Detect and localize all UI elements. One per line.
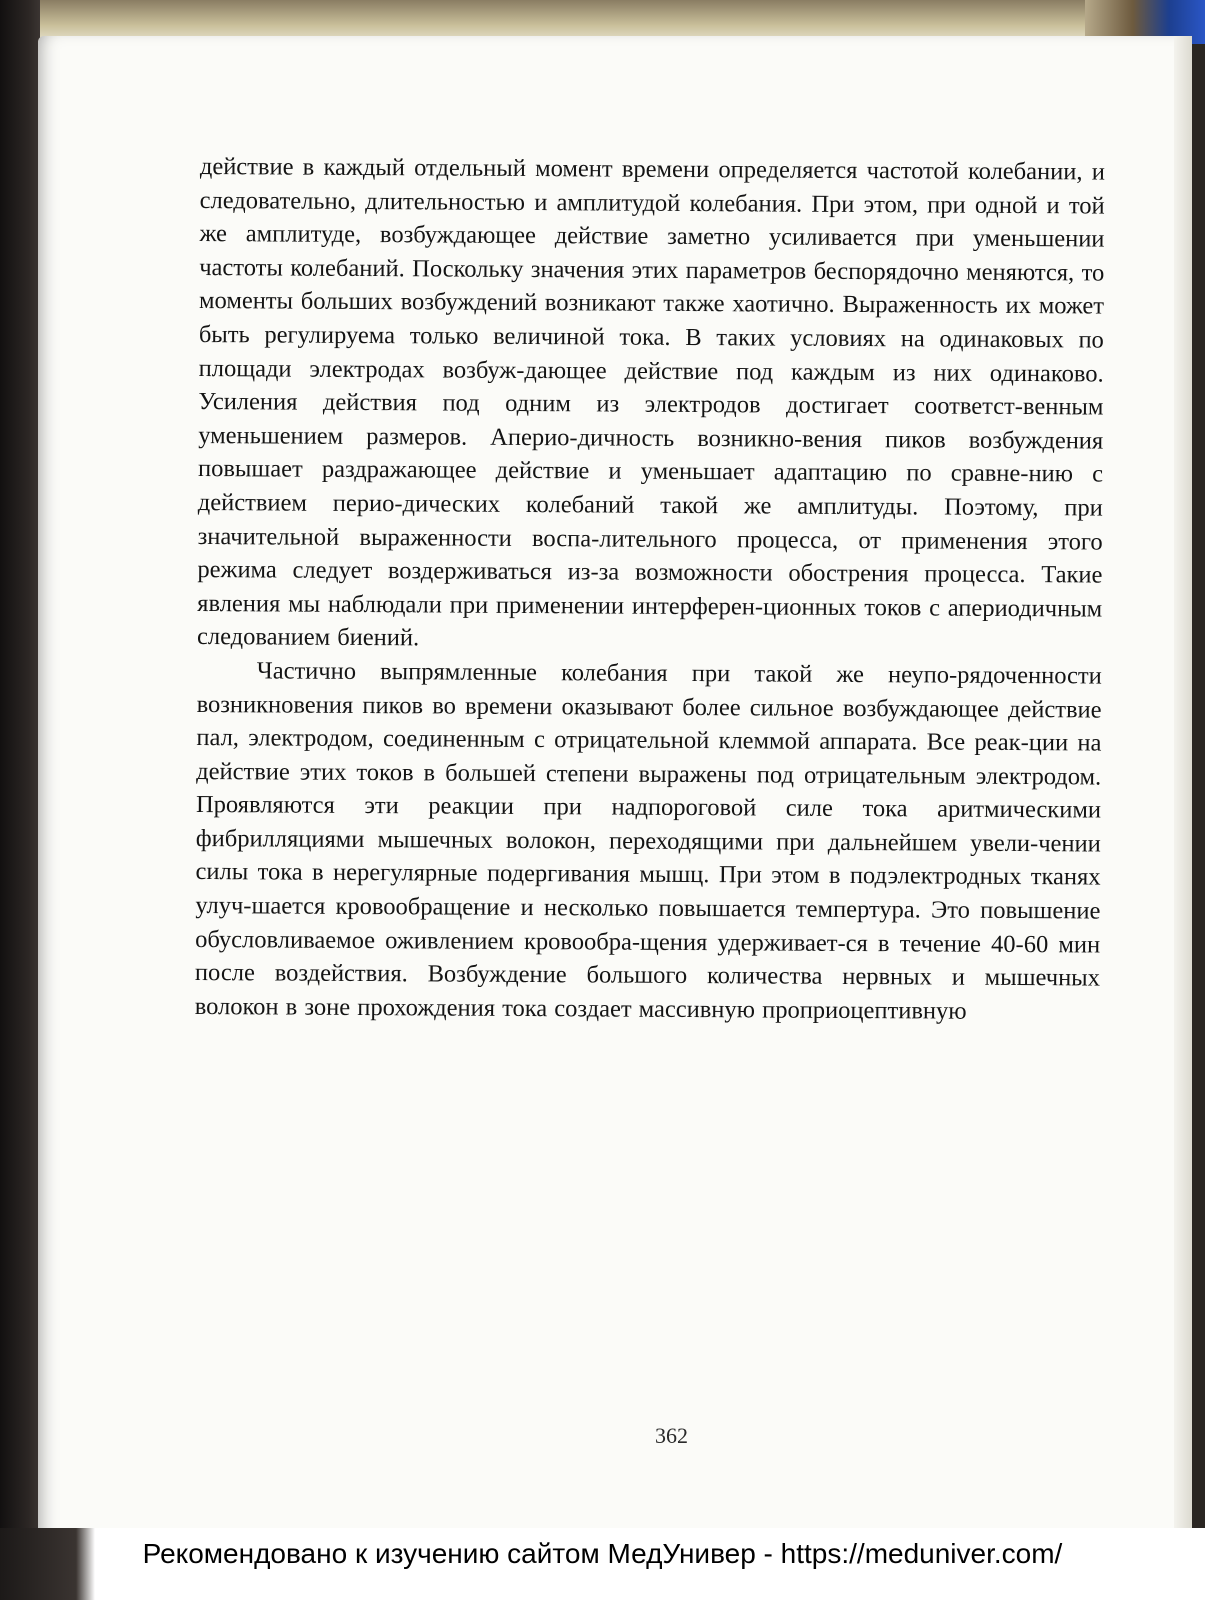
page-fold [1174, 36, 1192, 1600]
footer-caption: Рекомендовано к изучению сайтом МедУнивер - https://meduniver.com/ [142, 1538, 1063, 1569]
book-binding [0, 0, 40, 1600]
paragraph-1: действие в каждый отдельный момент времени определяется частотой колебании, и следовательно, длительностью и амплитудой колебания. При этом, при одной и той же амплитуде, возбуждающее действие заметно усиливается при уменьшении частоты колебаний. Поскольку значения этих параметров беспорядочно меняются, то моменты больших возбуждений возникают также хаотично. Выраженность их может быть регулируема только величиной тока. В таких условиях на одинаковых по площади электродах возбуж-дающее действие под каждым из них одинаково. Усиления действия под одним из электродов достигает соответст-венным уменьшением размеров. Аперио-дичность возникно-вения пиков возбуждения повышает раздражающее действие и уменьшает адаптацию по сравне-нию с действием перио-дических колебаний такой же амплитуды. Поэтому, при значительной выраженности воспа-лительного процесса, от применения этого режима следует воздерживаться из-за возможности обострения процесса. Такие явления мы наблюдали при применении интерферен-ционных токов с апериодичным следованием биений. [196, 152, 1105, 652]
page-number: 362 [655, 1423, 688, 1448]
paragraph-2: Частично выпрямленные колебания при такой же неупо-рядоченности возникновения пиков во времени оказывают более сильное возбуждающее действие пал, электродом, соединенным с отрицательной клеммой аппарата. Все реак-ции на действие этих токов в большей степени выражены под отрицательным электродом. Проявляются эти реакции при надпороговой силе тока аритмическими фибрилляциями мышечных волокон, переходящими при дальнейшем увели-чении силы тока в нерегулярные подергивания мышц. При этом в подэлектродных тканях улуч-шается кровообращение и несколько повышается темпертура. Это повышение обусловливаемое оживлением кровообра-щения удерживает-ся в течение 40-60 мин после воздействия. Возбуждение большого количества нервных и мышечных волокон в зоне прохождения тока создает массивную проприоцептивную [194, 657, 1102, 1025]
page-text [195, 150, 1105, 1029]
